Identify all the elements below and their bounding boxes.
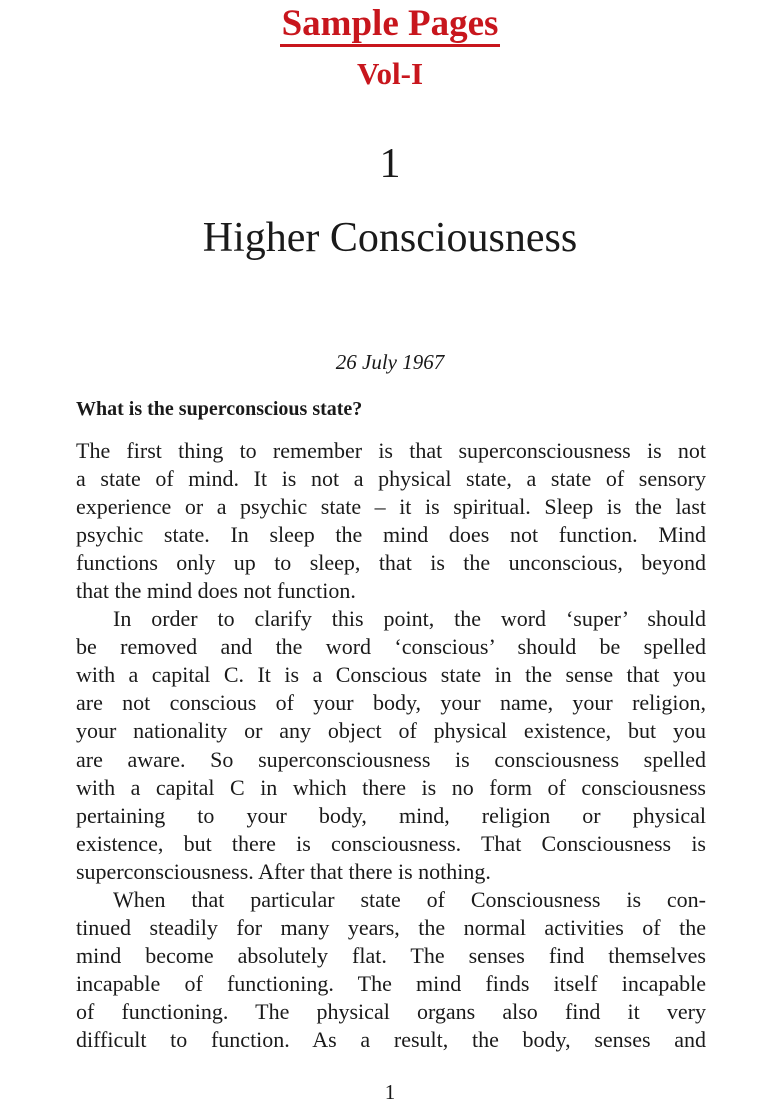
page-number: 1 (384, 1080, 396, 1104)
chapter-number: 1 (379, 141, 401, 187)
sample-pages-heading (0, 2, 780, 47)
text-line: functions only up to sleep, that is the unconscious, beyond (76, 550, 706, 576)
text-line: that the mind does not function. (76, 578, 356, 604)
volume-label: Vol-I (356, 56, 424, 91)
text-line: with a capital C in which there is no form of consciousness (76, 774, 706, 800)
text-line: existence, but there is consciousness. That Consciousness is (76, 830, 706, 856)
question-heading: What is the superconscious state? (76, 398, 363, 420)
lecture-date: 26 July 1967 (335, 350, 445, 374)
text-line: In order to clarify this point, the word ‘super’ should (113, 606, 706, 632)
text-line: with a capital C. It is a Conscious state in the sense that you (76, 662, 706, 688)
body-text (76, 437, 706, 1054)
text-line: superconsciousness. After that there is nothing. (76, 858, 491, 884)
sample-pages-title: Sample Pages (280, 4, 501, 47)
text-line: The first thing to remember is that superconsciousness is not (76, 438, 706, 463)
text-line: a state of mind. It is not a physical state, a state of sensory (76, 466, 706, 492)
text-line: tinued steadily for many years, the normal activities of the (76, 914, 706, 940)
text-line: mind become absolutely flat. The senses find themselves (76, 942, 706, 968)
text-line: When that particular state of Consciousness is con- (113, 886, 706, 912)
text-line: difficult to function. As a result, the body, senses and (76, 1026, 706, 1052)
text-line: of functioning. The physical organs also find it very (76, 998, 706, 1024)
text-line: experience or a psychic state – it is spiritual. Sleep is the last (76, 494, 706, 520)
text-line: psychic state. In sleep the mind does not function. Mind (76, 522, 706, 548)
text-line: be removed and the word ‘conscious’ should be spelled (76, 634, 706, 660)
text-line: incapable of functioning. The mind finds itself incapable (76, 970, 706, 996)
text-line: pertaining to your body, mind, religion or physical (76, 802, 706, 828)
text-line: your nationality or any object of physical existence, but you (76, 718, 706, 744)
text-line: are aware. So superconsciousness is consciousness spelled (76, 746, 706, 772)
text-line: are not conscious of your body, your name, your religion, (76, 690, 706, 716)
chapter-title: Higher Consciousness (202, 215, 578, 261)
